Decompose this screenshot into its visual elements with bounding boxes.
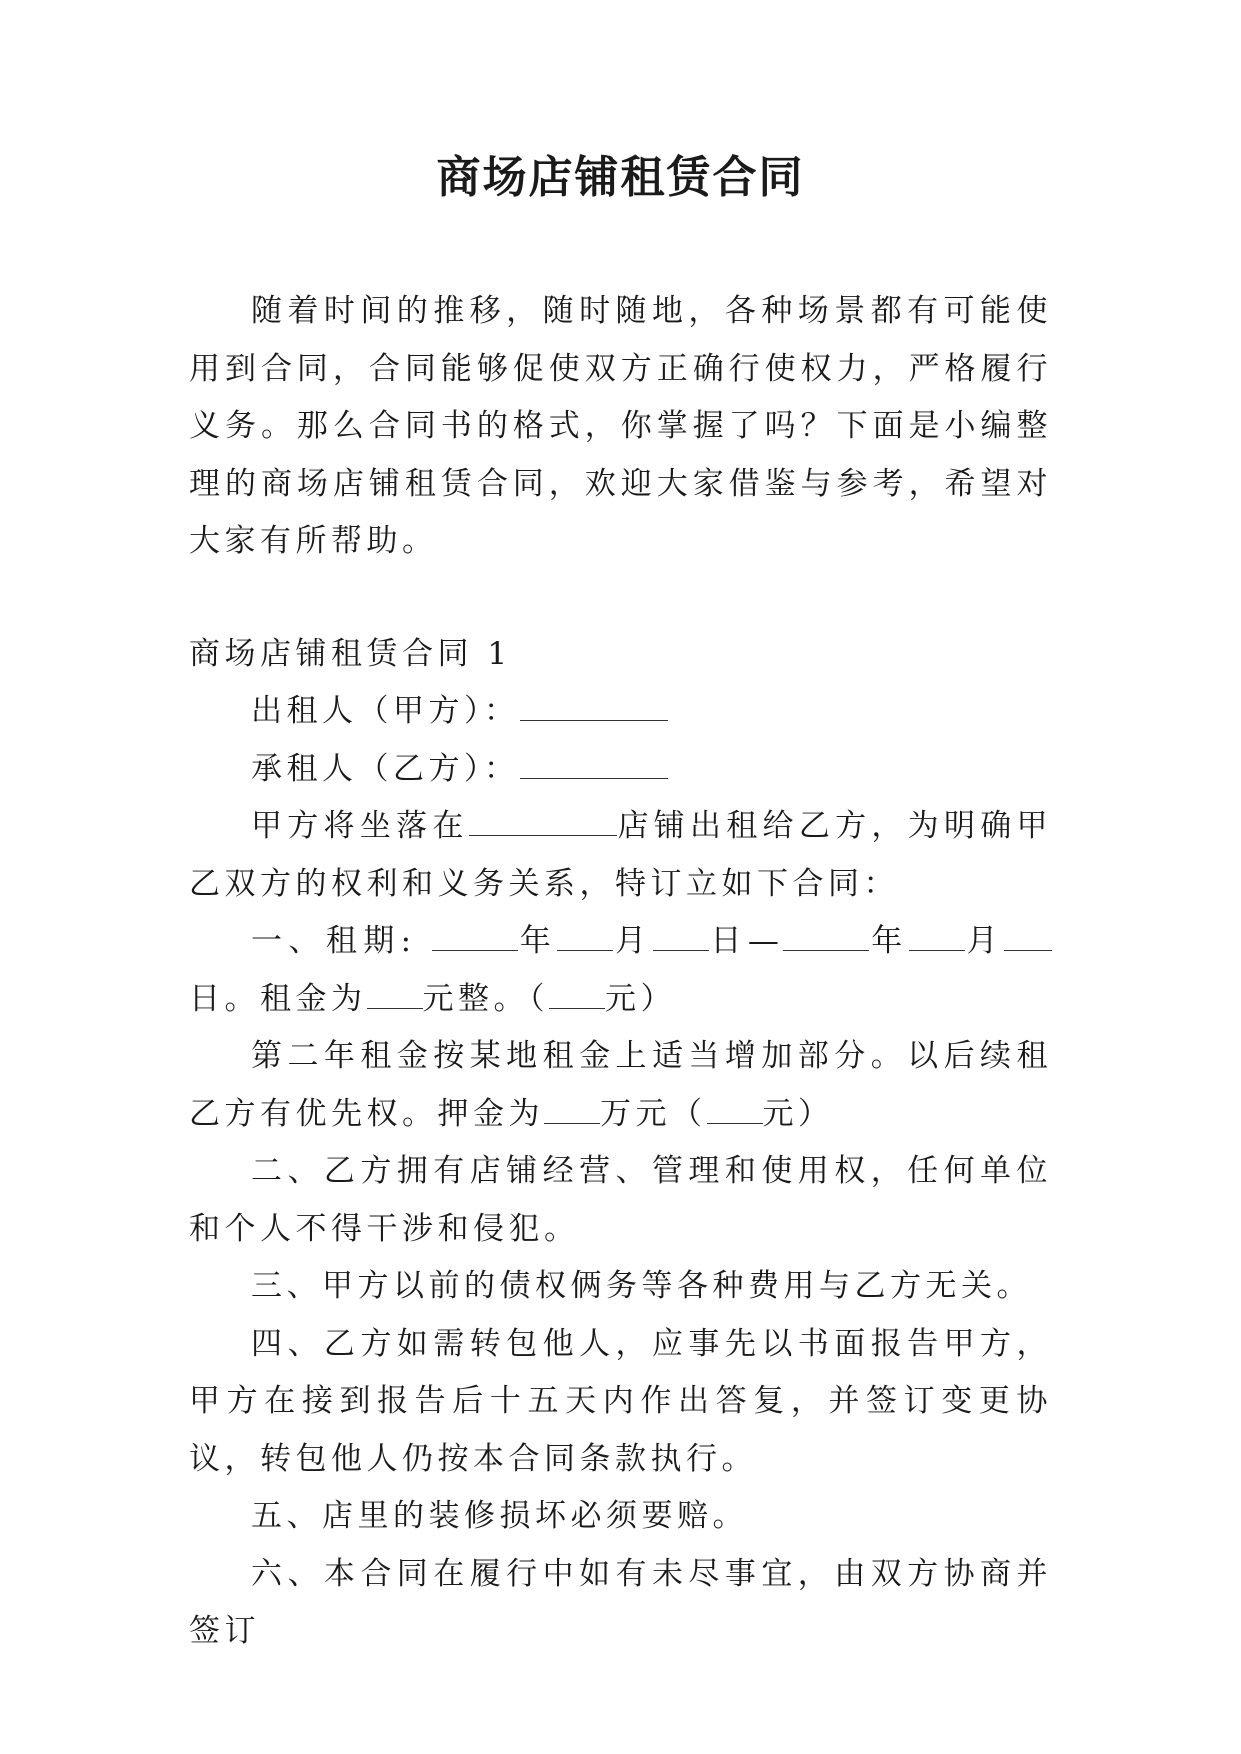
rent-label: 。租金为 [224, 980, 367, 1017]
lessor-label: 出租人（甲方）： [251, 693, 520, 729]
end-day-blank [1004, 917, 1052, 951]
location-post: 店铺出租给乙方，为明确甲乙双方的权利和义务关系，特订立如下合同： [189, 808, 1053, 902]
rent-increase-text: 第二年租金按某地租金上适当增加部分。以后续租乙方有优先权。押金为 [189, 1038, 1052, 1132]
rent-increase-paragraph [189, 1028, 1052, 1143]
rent-figure-blank [549, 975, 605, 1009]
end-day-unit: 日 [189, 980, 225, 1017]
start-year-blank [432, 917, 518, 951]
lessee-line [189, 741, 1052, 799]
clause-5: 五、店里的装修损坏必须要赔。 [251, 1498, 748, 1534]
term-paragraph [189, 913, 1052, 1028]
location-paragraph [189, 798, 1052, 913]
deposit-figure-blank [707, 1090, 763, 1124]
section-heading: 商场店铺租赁合同 1 [189, 635, 512, 672]
end-year-blank [783, 917, 869, 951]
start-year-unit: 年 [517, 923, 558, 959]
lessee-label: 承租人（乙方）： [251, 750, 520, 787]
rent-yuan: 元） [605, 980, 676, 1017]
start-month-blank [557, 917, 613, 951]
clause-2: 二、乙方拥有店铺经营、管理和使用权，任何单位和个人不得干涉和侵犯。 [189, 1153, 1052, 1247]
clause-3: 三、甲方以前的债权俩务等各种费用与乙方无关。 [251, 1268, 1032, 1304]
end-month-unit: 月 [964, 923, 1005, 959]
lessor-blank [520, 687, 668, 721]
location-pre: 甲方将坐落在 [251, 808, 469, 844]
end-month-blank [909, 917, 965, 951]
deposit-blank [544, 1090, 600, 1124]
start-month-unit: 月 [613, 923, 653, 959]
term-dash: — [747, 923, 784, 959]
clause-4: 四、乙方如需转包他人，应事先以书面报告甲方，甲方在接到报告后十五天内作出答复，并签订变更协议，转包他人仍按本合同条款执行。 [189, 1325, 1052, 1477]
intro-paragraph: 随着时间的推移，随时随地，各种场景都有可能使用到合同，合同能够促使双方正确行使权力，严格履行义务。那么合同书的格式，你掌握了吗？下面是小编整理的商场店铺租赁合同，欢迎大家借鉴与参考，希望对大家有所帮助。 [189, 293, 1052, 559]
end-year-unit: 年 [869, 923, 909, 959]
document-body [189, 283, 1052, 1661]
start-day-unit: 日 [708, 923, 748, 959]
term-label: 一、租期: [251, 923, 416, 959]
document-title: 商场店铺租赁合同 [436, 152, 805, 203]
lessor-line [189, 683, 1052, 741]
lessee-blank [520, 745, 668, 779]
rent-blank [367, 975, 423, 1009]
clause-6: 六、本合同在履行中如有未尽事宜，由双方协商并签订 [189, 1555, 1052, 1649]
deposit-yuan: 元） [762, 1095, 834, 1132]
location-blank [469, 802, 617, 836]
deposit-unit: 万元（ [600, 1095, 707, 1132]
start-day-blank [653, 917, 709, 951]
rent-unit: 元整。（ [422, 980, 549, 1017]
